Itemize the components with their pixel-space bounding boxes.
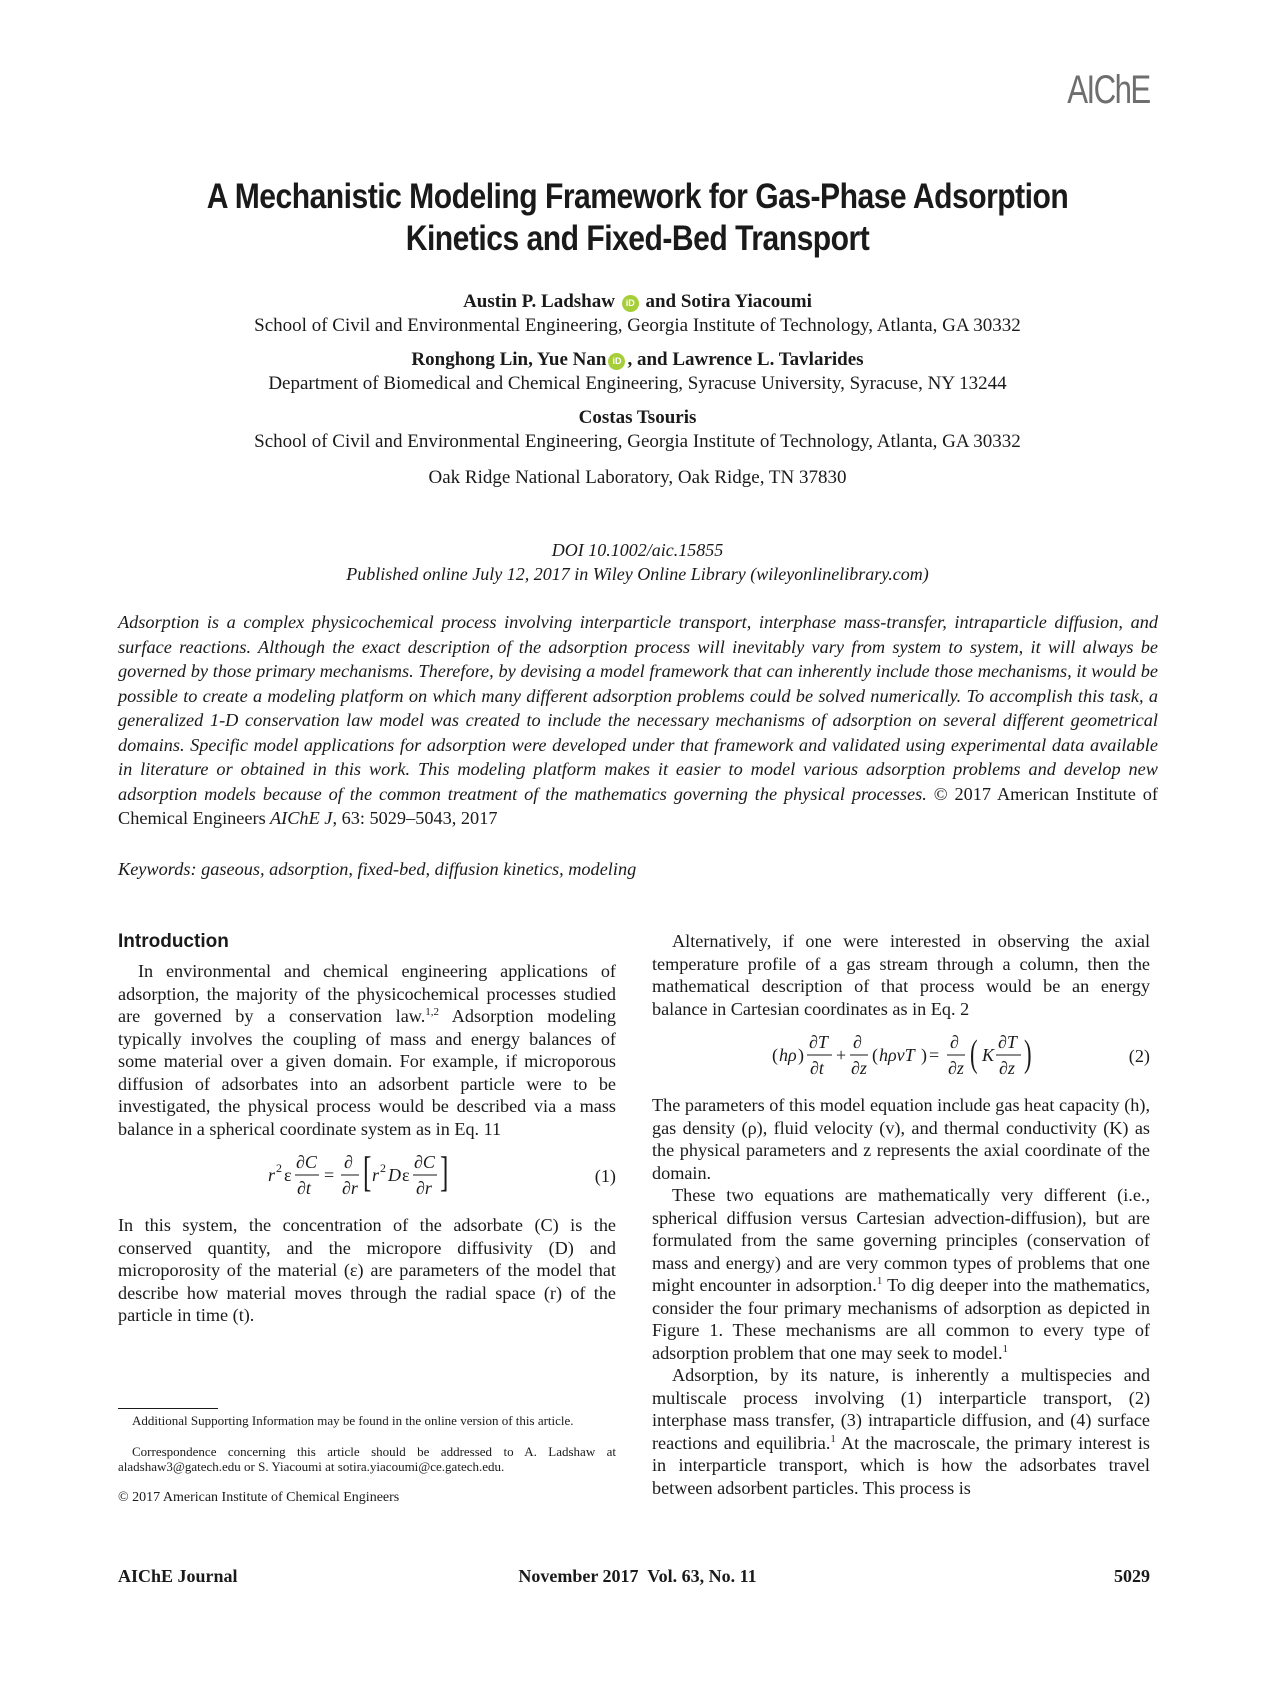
author-names: Ronghong Lin, Yue Nan <box>411 349 607 370</box>
svg-text:(: ( <box>970 1032 978 1075</box>
publication-info <box>0 538 1275 586</box>
svg-text:∂z: ∂z <box>948 1058 964 1078</box>
svg-text:r: r <box>372 1165 380 1185</box>
footnotes <box>118 1408 616 1505</box>
affiliation-3: School of Civil and Environmental Engineering, Georgia Institute of Technology, Atlanta, GA 30332 <box>254 431 1021 452</box>
svg-text:∂C: ∂C <box>414 1152 435 1172</box>
equation-2 <box>652 1028 1150 1084</box>
abstract-copyright: © 2017 American Institute of Chemical Engineers <box>118 783 1158 828</box>
svg-text:∂t: ∂t <box>810 1058 824 1078</box>
orcid-icon[interactable]: iD <box>622 295 639 312</box>
abstract-text: Adsorption is a complex physicochemical process involving interparticle transport, interphase mass-transfer, intraparticle diffusion, and surface reactions. Although the exact description of the adsorption process will inevitably vary from system to system, it will always be governed by those primary mechanisms. Therefore, by devising a model framework that can inherently include those mechanisms, it would be possible to create a modeling platform on which many different adsorption problems could be solved numerically. To accomplish this task, a generalized 1-D conservation law model was created to include the necessary mechanisms of adsorption on several different geometrical domains. Specific model applications for adsorption were developed under that framework and validated using experimental data available in literature or obtained in this work. This modeling platform makes it easier to model various adsorption problems and develop new adsorption models because of the common treatment of the mathematics governing the physical processes. <box>118 612 1158 804</box>
svg-text:hρ: hρ <box>779 1045 797 1065</box>
equation-number: (2) <box>1128 1046 1150 1066</box>
svg-text:∂T: ∂T <box>998 1032 1017 1052</box>
svg-text:+: + <box>836 1045 847 1065</box>
equation-1 <box>118 1148 616 1204</box>
svg-text:∂r: ∂r <box>342 1178 358 1198</box>
svg-text:K: K <box>982 1045 995 1065</box>
author-line-2 <box>0 348 1275 372</box>
journal-logo: AIChE <box>1067 68 1150 112</box>
title-line-2: Kinetics and Fixed-Bed Transport <box>405 219 870 258</box>
abstract <box>118 610 1158 831</box>
svg-text:∂r: ∂r <box>416 1178 432 1198</box>
author-block <box>0 290 1275 490</box>
svg-text:∂T: ∂T <box>809 1032 828 1052</box>
paper-title <box>175 176 1100 260</box>
svg-text:∂: ∂ <box>853 1032 862 1052</box>
svg-text:=: = <box>929 1045 940 1065</box>
author-names: Austin P. Ladshaw <box>463 291 615 312</box>
affiliation-4: Oak Ridge National Laboratory, Oak Ridge, TN 37830 <box>428 467 847 488</box>
svg-text:∂z: ∂z <box>999 1058 1015 1078</box>
paragraph: These two equations are mathematically very different (i.e., spherical diffusion versus Cartesian advection-diffusion), but are formulated from the same governing principles (conservation of mass and energy) and are very common types of problems that one might encounter in adsorption.$^1$ To dig deeper into the mathematics, consider the four primary mechanisms of adsorption as depicted in Figure 1. These mechanisms are all common to every type of adsorption problem that one may seek to model.$^1$ <box>652 1185 1151 1363</box>
svg-text:[: [ <box>363 1149 372 1196</box>
svg-text:r: r <box>268 1165 276 1185</box>
footnote: Correspondence concerning this article should be addressed to A. Ladshaw at aladshaw3@gatech.edu or S. Yiacoumi at sotira.yiacoumi@ce.gatech.edu. <box>118 1444 616 1474</box>
footnote-copyright: © 2017 American Institute of Chemical Engineers <box>118 1490 400 1505</box>
svg-text:∂C: ∂C <box>296 1152 317 1172</box>
svg-text:ε: ε <box>284 1165 292 1185</box>
svg-text:=: = <box>324 1165 335 1185</box>
page-number: 5029 <box>1114 1566 1150 1586</box>
paragraph: Adsorption, by its nature, is inherently a multispecies and multiscale process involving (1) interparticle transport, (2) interphase mass transfer, (3) intraparticle diffusion, and (4) surface reactions and equilibria.$^1$ At the macroscale, the primary interest is in interparticle transport, which is how the adsorbates travel between adsorbent particles. This process is <box>652 1365 1150 1498</box>
abstract-citation: , 63: 5029–5043, 2017 <box>332 808 498 828</box>
citation-ref[interactable]: 1,2 <box>425 1005 440 1018</box>
keywords: Keywords: gaseous, adsorption, fixed-bed, diffusion kinetics, modeling <box>118 859 637 879</box>
author-names: and Sotira Yiacoumi <box>645 291 812 312</box>
svg-text:∂t: ∂t <box>297 1178 311 1198</box>
paragraph: In this system, the concentration of the adsorbate (C) is the conserved quantity, and the micropore diffusivity (D) and microporosity of the material (ε) are parameters of the model that describe how material moves through the radial space (r) of the particle in time (t). <box>118 1215 616 1325</box>
body-right-column <box>652 930 1150 1499</box>
citation-ref[interactable]: 1 <box>876 1274 883 1287</box>
paragraph: In environmental and chemical engineering applications of adsorption, the majority of the physicochemical processes studied are governed by a conservation law.$^{1,2}$ Adsorption modeling typically involves the coupling of mass and energy balances of some material over a given domain. For example, if microporous diffusion of adsorbates into an adsorbent particle were to be investigated, the physical process would be described via a mass balance in a spherical coordinate system as in Eq. 11 <box>118 961 617 1139</box>
svg-text:]: ] <box>440 1149 449 1196</box>
svg-text:∂: ∂ <box>344 1152 353 1172</box>
svg-text:): ) <box>921 1045 927 1065</box>
doi[interactable]: DOI 10.1002/aic.15855 <box>551 540 724 560</box>
svg-text:∂z: ∂z <box>851 1058 867 1078</box>
affiliation-2: Department of Biomedical and Chemical Engineering, Syracuse University, Syracuse, NY 13244 <box>268 373 1007 394</box>
svg-text:): ) <box>798 1045 804 1065</box>
author-line-3: Costas Tsouris <box>578 407 697 428</box>
svg-text:hρvT: hρvT <box>879 1045 915 1065</box>
svg-text:2: 2 <box>380 1161 386 1175</box>
svg-text:(: ( <box>872 1045 878 1065</box>
author-line-1 <box>0 290 1275 314</box>
footnote: Additional Supporting Information may be found in the online version of this article. <box>132 1413 574 1428</box>
footnote-divider <box>118 1408 218 1409</box>
journal-abbrev: AIChE J <box>269 808 333 828</box>
orcid-icon[interactable]: iD <box>608 353 625 370</box>
svg-text:(: ( <box>772 1045 778 1065</box>
equation-number: (1) <box>594 1166 616 1186</box>
affiliation-1: School of Civil and Environmental Engineering, Georgia Institute of Technology, Atlanta, GA 30332 <box>254 315 1021 336</box>
footer-issue: November 2017 Vol. 63, No. 11 <box>518 1566 757 1586</box>
author-names: , and Lawrence L. Tavlarides <box>627 349 864 370</box>
svg-text:D: D <box>388 1165 401 1185</box>
published-line: Published online July 12, 2017 in Wiley Online Library (wileyonlinelibrary.com) <box>346 564 929 584</box>
paragraph: The parameters of this model equation include gas heat capacity (h), gas density (ρ), fluid velocity (v), and thermal conductivity (K) as the physical parameters and z represents the axial coordinate of the domain. <box>652 1095 1150 1183</box>
footer-journal: AIChE Journal <box>118 1566 238 1586</box>
citation-ref[interactable]: 1 <box>830 1432 836 1445</box>
svg-text:2: 2 <box>276 1161 282 1175</box>
svg-text:∂: ∂ <box>950 1032 959 1052</box>
svg-text:ε: ε <box>402 1165 410 1185</box>
title-line-1: A Mechanistic Modeling Framework for Gas-Phase Adsorption <box>206 177 1069 216</box>
section-heading: Introduction <box>118 931 229 952</box>
svg-text:): ) <box>1024 1032 1032 1075</box>
citation-ref[interactable]: 1 <box>1002 1342 1009 1355</box>
paragraph: Alternatively, if one were interested in observing the axial temperature profile of a gas stream through a column, then the mathematical description of that process would be an energy balance in Cartesian coordinates as in Eq. 2 <box>652 931 1150 1019</box>
body-left-column <box>118 930 616 1327</box>
